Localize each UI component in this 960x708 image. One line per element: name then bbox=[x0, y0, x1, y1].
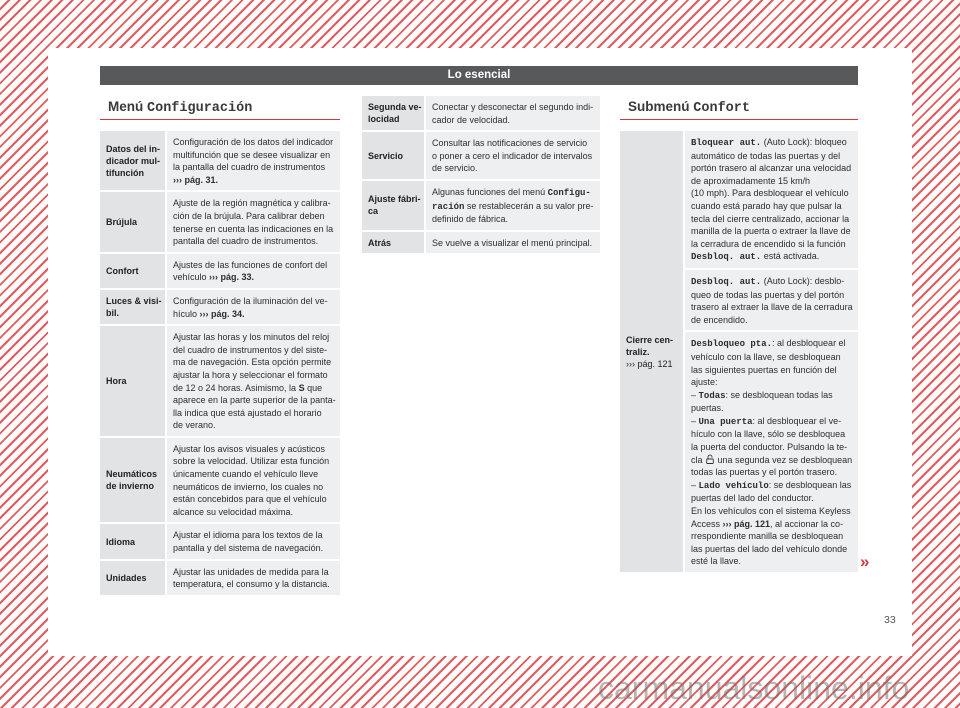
table-row bbox=[100, 438, 340, 525]
row-label bbox=[100, 192, 165, 251]
text-run: Brújula bbox=[106, 217, 138, 228]
text-run: Servicio bbox=[368, 150, 404, 161]
continue-arrow-icon: » bbox=[860, 552, 870, 571]
text-run: Submenú bbox=[628, 99, 694, 114]
row-label bbox=[100, 326, 165, 436]
text-run: , al accionar la co- rrespondiente manilla se desbloquean las puertas del lado del vehículo donde esté la llave. bbox=[691, 518, 848, 567]
row-label-text bbox=[368, 237, 391, 249]
text-run: Unidades bbox=[106, 572, 147, 583]
table-row bbox=[362, 132, 600, 181]
text-run: Luces & visi- bil. bbox=[106, 296, 162, 319]
text-run: Ajustes de las funciones de confort del vehículo bbox=[173, 259, 328, 283]
ui-term: Una puerta bbox=[698, 416, 753, 427]
row-label bbox=[362, 132, 424, 179]
row-label bbox=[100, 524, 165, 558]
text-run: : al desbloquear el vehículo con la llave, se desbloquean las siguientes puertas en función del ajuste: – bbox=[691, 338, 846, 400]
row-label-text bbox=[368, 101, 422, 125]
table-row bbox=[362, 96, 600, 132]
text-run: Ajustar los avisos visuales y acústicos sobre la velocidad. Utilizar esta función únicamente cuando el vehículo lleve neumáticos de invierno, los cuales no están concebidos para que el vehículo alcance su velocidad máxima. bbox=[173, 443, 330, 517]
text-run: Configuración de los datos del indicador multifunción que se desee visualizar en la pantalla del cuadro de instrumentos bbox=[173, 137, 334, 173]
table-row bbox=[100, 290, 340, 326]
submenu-option bbox=[685, 131, 858, 270]
emphasis-text: ››› pág. 121 bbox=[722, 518, 771, 529]
text-run: Ajustar el idioma para los textos de la pantalla y del sistema de navegación. bbox=[173, 530, 324, 554]
table-row bbox=[362, 232, 600, 256]
table-row bbox=[100, 192, 340, 253]
emphasis-text: S bbox=[298, 382, 305, 393]
page-number: 33 bbox=[884, 614, 896, 626]
row-description bbox=[167, 326, 340, 436]
text-run: una segunda vez se desbloquean todas las puertas y el portón trasero. – bbox=[691, 454, 853, 490]
table-row bbox=[362, 181, 600, 232]
ui-term: Confort bbox=[693, 101, 750, 116]
text-run: : se desbloquean las puertas del lado del conductor. En los vehículos con el sistema Keyless Access bbox=[691, 479, 852, 529]
text-run: Se vuelve a visualizar el menú principal. bbox=[432, 237, 593, 248]
table-row bbox=[100, 326, 340, 438]
row-label bbox=[100, 438, 165, 523]
row-description bbox=[167, 438, 340, 523]
row-description bbox=[167, 524, 340, 558]
text-run: Atrás bbox=[368, 237, 392, 248]
text-run: Datos del in- dicador mul- tifunción bbox=[106, 143, 161, 178]
watermark: carmanualsonline.info bbox=[598, 670, 910, 706]
text-run: Cierre cen- traliz. bbox=[626, 334, 674, 357]
row-description bbox=[426, 181, 600, 230]
row-label bbox=[362, 181, 424, 230]
text-run: se restablecerán a su valor pre- definido de fábrica. bbox=[432, 200, 594, 225]
text-run: Ajuste fábri- ca bbox=[368, 194, 421, 217]
section-header: Lo esencial bbox=[100, 66, 858, 85]
row-label-text bbox=[368, 193, 421, 217]
settings-menu-table bbox=[100, 131, 340, 597]
ui-term: Todas bbox=[698, 390, 726, 401]
row-label-text bbox=[106, 572, 147, 584]
row-label-text bbox=[106, 216, 137, 228]
row-description bbox=[167, 192, 340, 251]
text-run: (Auto Lock): bloqueo automático de todas las puertas y del portón trasero al alcanzar una velocidad de aproximadamente 15 km/h (10 mph). Para desbloquear el vehículo cuando está parado hay que pulsar la tecla del cierre centralizado, accionar la manilla de la puerta o extraer la llave de la cerradura de encendido si la función bbox=[691, 137, 852, 249]
text-run: Idioma bbox=[106, 536, 136, 547]
text-run: Algunas funciones del menú bbox=[432, 186, 548, 197]
text-run: Ajustar las unidades de medida para la temperatura, el consumo y la distancia. bbox=[173, 566, 330, 590]
text-run: Ajustar las horas y los minutos del reloj del cuadro de instrumentos y del siste- ma de navegación. Esta opción permite ajustar la hora y seleccionar el formato de 12 o 24 horas. Asimismo, la bbox=[173, 332, 332, 393]
table-row bbox=[100, 561, 340, 597]
table-row bbox=[100, 131, 340, 192]
row-label-text bbox=[626, 334, 673, 370]
text-run: Neumáticos de invierno bbox=[106, 469, 158, 492]
text-run: : se desbloquean todas las puertas. – bbox=[691, 389, 833, 426]
ui-term: Desbloqueo pta. bbox=[691, 339, 773, 350]
text-run: Confort bbox=[106, 265, 139, 276]
table-row bbox=[100, 254, 340, 290]
row-label-text bbox=[368, 150, 403, 162]
row-label bbox=[620, 131, 683, 574]
row-description bbox=[167, 561, 340, 595]
row-label-text bbox=[106, 536, 135, 548]
text-run: Hora bbox=[106, 376, 127, 386]
text-run: Consultar las notificaciones de servicio o poner a cero el indicador de intervalos de servicio. bbox=[432, 138, 593, 174]
text-run: ››› pág. 121 bbox=[626, 358, 673, 369]
submenu-option bbox=[685, 332, 858, 574]
text-run: Conectar y desconectar el segundo indi- cador de velocidad. bbox=[432, 102, 594, 125]
row-label-text bbox=[106, 295, 162, 319]
row-description bbox=[167, 131, 340, 190]
emphasis-text: ››› pág. 31. bbox=[173, 174, 219, 185]
text-run: : al desbloquear el ve- hículo con la llave, sólo se desbloquea la puerta del conductor. Pulsando la te- cla bbox=[691, 415, 848, 465]
text-run: Menú bbox=[108, 99, 147, 114]
text-run: Segunda ve- locidad bbox=[368, 102, 422, 125]
text-run: está activada. bbox=[761, 251, 820, 262]
submenu-option bbox=[685, 270, 858, 332]
row-label-text bbox=[106, 468, 157, 492]
comfort-submenu-table bbox=[620, 131, 858, 574]
row-description bbox=[426, 96, 600, 130]
row-label-text bbox=[106, 265, 139, 277]
settings-menu-table-continued bbox=[362, 96, 600, 255]
ui-term: Desbloq. aut. bbox=[691, 252, 762, 263]
ui-term: Lado vehículo bbox=[698, 480, 769, 491]
row-description bbox=[426, 232, 600, 254]
menu-title bbox=[100, 97, 340, 120]
submenu-items bbox=[685, 131, 858, 574]
submenu-title bbox=[620, 97, 858, 120]
ui-term: Configu- ración bbox=[432, 187, 591, 212]
text-run: (Auto Lock): desblo- queo de todas las puertas y del portón trasero al extraer la llave de la cerradura de encendido. bbox=[691, 275, 853, 325]
text-run: Configuración de la iluminación del ve- hículo bbox=[173, 295, 328, 319]
emphasis-text: ››› pág. 33. bbox=[209, 272, 255, 283]
row-label-text bbox=[106, 143, 160, 179]
row-label bbox=[100, 254, 165, 288]
ui-term: Bloquear aut. bbox=[691, 138, 762, 148]
row-label-text bbox=[106, 375, 127, 387]
text-run: que aparece en la parte superior de la panta- lla indica que está ajustado el horario de verano. bbox=[173, 382, 336, 431]
row-description bbox=[167, 254, 340, 288]
row-description bbox=[426, 132, 600, 179]
ui-term: Configuración bbox=[147, 101, 253, 116]
unlock-icon bbox=[706, 454, 714, 464]
ui-term: Desbloq. aut. bbox=[691, 276, 762, 287]
table-row bbox=[100, 524, 340, 560]
row-label bbox=[362, 96, 424, 130]
text-run: Ajuste de la región magnética y calibra- ción de la brújula. Para calibrar deben tenerse en cuenta las indicaciones en la pantalla del cuadro de instrumentos. bbox=[173, 198, 334, 247]
row-label bbox=[100, 290, 165, 324]
row-label bbox=[100, 131, 165, 190]
row-description bbox=[167, 290, 340, 324]
row-label bbox=[362, 232, 424, 254]
row-label bbox=[100, 561, 165, 595]
emphasis-text: ››› pág. 34. bbox=[199, 308, 245, 319]
